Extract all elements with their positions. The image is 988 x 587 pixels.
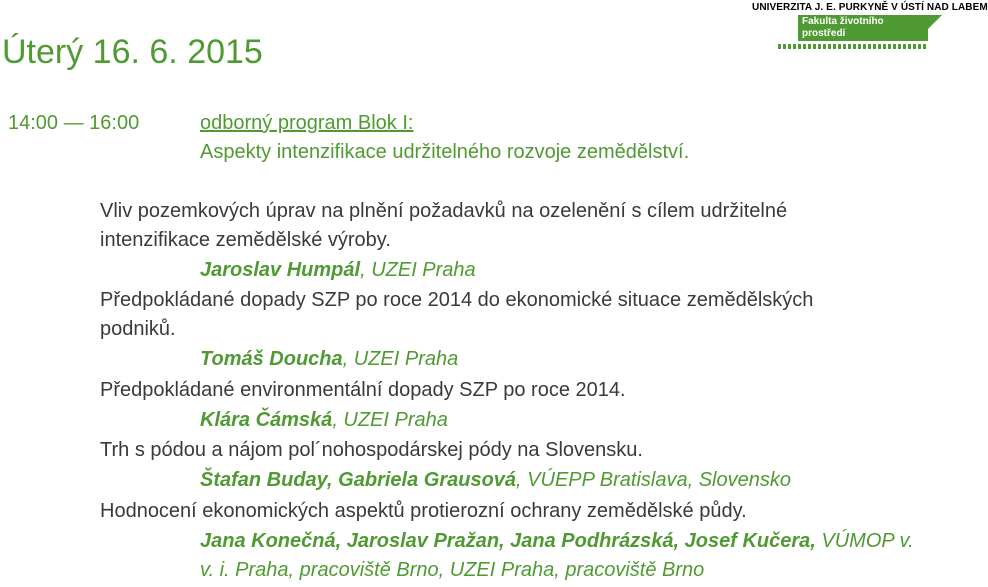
talk-4-affiliation: , VÚEPP Bratislava, Slovensko — [516, 469, 791, 491]
logo-faculty-name: Fakulta životního prostředí — [798, 15, 928, 41]
talk-2-authors: Tomáš Doucha — [200, 348, 343, 370]
logo-university-name: UNIVERZITA J. E. PURKYNĚ V ÚSTÍ NAD LABEM — [752, 2, 988, 13]
talk-5-affiliation-line-2: v. i. Praha, pracoviště Brno, UZEI Praha, pracoviště Brno — [200, 559, 705, 581]
talk-2-title-line-2: podniků. — [100, 318, 176, 340]
talk-5-title-line-1: Hodnocení ekonomických aspektů protierozní ochrany zemědělské půdy. — [100, 500, 747, 522]
talk-1-authors: Jaroslav Humpál — [200, 259, 361, 281]
talk-2-speaker — [200, 348, 458, 371]
talk-2-title-line-1: Předpokládané dopady SZP po roce 2014 do ekonomické situace zemědělských — [100, 289, 814, 311]
session-block-title[interactable]: odborný program Blok I: — [200, 112, 414, 134]
university-logo — [752, 2, 988, 49]
talk-2-affiliation: , UZEI Praha — [342, 348, 459, 370]
talk-1-speaker — [200, 259, 476, 282]
talk-5-speaker — [200, 530, 914, 553]
talk-5-authors: Jana Konečná, Jaroslav Pražan, Jana Podhrázská, Josef Kučera, — [200, 530, 816, 552]
session-time: 14:00 — 16:00 — [8, 112, 140, 134]
talk-3-authors: Klára Čámská — [200, 409, 333, 431]
talk-3-title-line-1: Předpokládané environmentální dopady SZP po roce 2014. — [100, 379, 626, 401]
talk-1-affiliation: , UZEI Praha — [360, 259, 476, 281]
talk-1-title-line-1: Vliv pozemkových úprav na plnění požadavků na ozelenění s cílem udržitelné — [100, 200, 788, 222]
talk-5-affiliation-line-1: VÚMOP v. — [815, 530, 914, 552]
talk-3-speaker — [200, 409, 448, 432]
talk-1-title-line-2: intenzifikace zemědělské výroby. — [100, 229, 391, 251]
logo-decorative-line — [778, 44, 928, 49]
session-block-subtitle: Aspekty intenzifikace udržitelného rozvoje zemědělství. — [200, 141, 690, 163]
talk-3-affiliation: , UZEI Praha — [332, 409, 448, 431]
talk-4-speaker — [200, 469, 791, 492]
talk-4-authors: Štafan Buday, Gabriela Grausová — [200, 469, 517, 491]
talk-4-title-line-1: Trh s pódou a nájom pol´nohospodárskej pódy na Slovensku. — [100, 439, 643, 461]
page-title: Úterý 16. 6. 2015 — [2, 33, 263, 71]
